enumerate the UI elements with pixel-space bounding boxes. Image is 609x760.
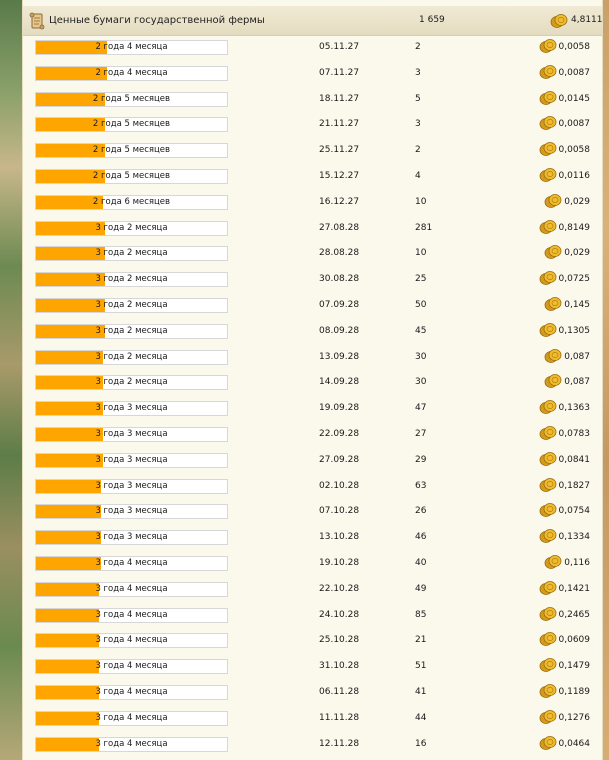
maturity-progress-bar (35, 685, 228, 700)
security-quantity: 40 (415, 557, 427, 568)
security-quantity: 4 (415, 170, 421, 181)
maturity-date: 16.12.27 (319, 196, 360, 207)
gold-coin-icon (539, 425, 557, 441)
maturity-date: 11.11.28 (319, 712, 360, 723)
security-quantity: 10 (415, 196, 427, 207)
maturity-progress-bar (35, 633, 228, 648)
maturity-progress-bar (35, 608, 228, 623)
security-value: 0,0464 (558, 738, 590, 749)
securities-list (23, 35, 602, 757)
gold-coin-icon (539, 167, 557, 183)
maturity-progress-bar (35, 298, 228, 313)
gold-coin-icon (539, 219, 557, 235)
security-value: 0,1334 (558, 532, 590, 543)
maturity-term: 3 года 2 месяца (95, 274, 168, 285)
security-quantity: 10 (415, 248, 427, 259)
security-value: 0,1189 (558, 686, 590, 697)
security-row[interactable] (23, 61, 602, 87)
maturity-progress-bar (35, 92, 228, 107)
security-value: 0,0058 (558, 42, 590, 52)
maturity-date: 27.08.28 (319, 222, 360, 233)
security-value: 0,1363 (558, 403, 590, 414)
maturity-date: 25.11.27 (319, 145, 360, 156)
security-quantity: 281 (415, 222, 433, 233)
security-quantity: 46 (415, 532, 427, 543)
security-row[interactable] (23, 474, 602, 500)
maturity-term: 3 года 2 месяца (95, 299, 168, 310)
security-row[interactable] (23, 319, 602, 345)
maturity-term: 3 года 3 месяца (95, 506, 168, 517)
security-quantity: 47 (415, 403, 427, 414)
maturity-date: 06.11.28 (319, 686, 360, 697)
securities-panel (22, 0, 603, 760)
maturity-progress-bar (35, 375, 228, 390)
gold-coin-icon (539, 502, 557, 518)
security-value: 0,087 (564, 351, 590, 362)
security-value: 0,087 (564, 377, 590, 388)
maturity-progress-bar (35, 479, 228, 494)
security-value: 0,116 (564, 557, 590, 568)
maturity-term: 2 года 4 месяца (95, 67, 168, 78)
maturity-progress-bar (35, 272, 228, 287)
gold-coin-icon (539, 141, 557, 157)
security-quantity: 44 (415, 712, 427, 723)
security-row[interactable] (23, 345, 602, 371)
security-value: 0,0609 (558, 635, 590, 646)
security-row[interactable] (23, 164, 602, 190)
security-quantity: 5 (415, 93, 421, 104)
gold-coin-icon (544, 373, 562, 389)
gold-coin-icon (544, 554, 562, 570)
maturity-term: 3 года 3 месяца (95, 428, 168, 439)
gold-coin-icon (539, 399, 557, 415)
gold-coin-icon (550, 13, 568, 29)
maturity-date: 07.09.28 (319, 299, 360, 310)
maturity-date: 28.08.28 (319, 248, 360, 259)
maturity-progress-bar (35, 737, 228, 752)
gold-coin-icon (539, 451, 557, 467)
security-quantity: 29 (415, 454, 427, 465)
gold-coin-icon (544, 348, 562, 364)
gold-coin-icon (539, 709, 557, 725)
security-row[interactable] (23, 448, 602, 474)
security-quantity: 3 (415, 67, 421, 78)
maturity-term: 3 года 2 месяца (95, 248, 168, 259)
maturity-date: 12.11.28 (319, 738, 360, 749)
maturity-progress-bar (35, 401, 228, 416)
maturity-date: 25.10.28 (319, 635, 360, 646)
maturity-progress-bar (35, 582, 228, 597)
security-row[interactable] (23, 35, 602, 61)
security-quantity: 2 (415, 42, 421, 52)
security-quantity: 3 (415, 119, 421, 130)
security-row[interactable] (23, 706, 602, 732)
gold-coin-icon (539, 270, 557, 286)
gold-coin-icon (544, 296, 562, 312)
maturity-term: 3 года 4 месяца (95, 609, 168, 620)
security-quantity: 50 (415, 299, 427, 310)
security-quantity: 2 (415, 145, 421, 156)
header-title: Ценные бумаги государственной фермы (49, 15, 265, 26)
maturity-progress-bar (35, 40, 228, 55)
maturity-term: 3 года 2 месяца (95, 222, 168, 233)
security-quantity: 30 (415, 377, 427, 388)
maturity-date: 18.11.27 (319, 93, 360, 104)
maturity-progress-bar (35, 221, 228, 236)
security-value: 0,1276 (558, 712, 590, 723)
security-row[interactable] (23, 112, 602, 138)
maturity-progress-bar (35, 556, 228, 571)
security-quantity: 26 (415, 506, 427, 517)
security-quantity: 51 (415, 661, 427, 672)
maturity-term: 2 года 5 месяцев (92, 145, 171, 156)
maturity-date: 08.09.28 (319, 325, 360, 336)
security-value: 0,0116 (558, 170, 590, 181)
maturity-progress-bar (35, 66, 228, 81)
security-row[interactable] (23, 87, 602, 113)
securities-header[interactable] (23, 6, 602, 36)
header-total-value: 4,8111 (571, 15, 603, 25)
security-quantity: 63 (415, 480, 427, 491)
maturity-term: 3 года 3 месяца (95, 532, 168, 543)
security-row[interactable] (23, 577, 602, 603)
maturity-progress-bar (35, 711, 228, 726)
gold-coin-icon (539, 90, 557, 106)
security-row[interactable] (23, 525, 602, 551)
security-quantity: 49 (415, 583, 427, 594)
background-landscape-left (0, 0, 22, 760)
security-row[interactable] (23, 680, 602, 706)
scroll-icon (28, 12, 46, 30)
security-row[interactable] (23, 138, 602, 164)
maturity-progress-bar (35, 659, 228, 674)
maturity-progress-bar (35, 530, 228, 545)
security-row[interactable] (23, 293, 602, 319)
security-quantity: 16 (415, 738, 427, 749)
maturity-term: 3 года 2 месяца (95, 377, 168, 388)
security-quantity: 85 (415, 609, 427, 620)
gold-coin-icon (539, 477, 557, 493)
security-value: 0,0058 (558, 145, 590, 156)
security-value: 0,1421 (558, 583, 590, 594)
security-value: 0,0145 (558, 93, 590, 104)
security-value: 0,0087 (558, 67, 590, 78)
maturity-progress-bar (35, 350, 228, 365)
security-value: 0,029 (564, 196, 590, 207)
security-value: 0,029 (564, 248, 590, 259)
gold-coin-icon (539, 322, 557, 338)
security-row[interactable] (23, 654, 602, 680)
maturity-term: 3 года 3 месяца (95, 403, 168, 414)
security-row[interactable] (23, 499, 602, 525)
maturity-date: 02.10.28 (319, 480, 360, 491)
security-row[interactable] (23, 370, 602, 396)
security-row[interactable] (23, 732, 602, 758)
maturity-date: 22.10.28 (319, 583, 360, 594)
maturity-date: 24.10.28 (319, 609, 360, 620)
security-quantity: 21 (415, 635, 427, 646)
security-value: 0,1479 (558, 661, 590, 672)
maturity-date: 15.12.27 (319, 170, 360, 181)
security-quantity: 27 (415, 428, 427, 439)
gold-coin-icon (539, 683, 557, 699)
maturity-term: 3 года 2 месяца (95, 351, 168, 362)
maturity-progress-bar (35, 195, 228, 210)
security-quantity: 41 (415, 686, 427, 697)
security-quantity: 45 (415, 325, 427, 336)
gold-coin-icon (539, 115, 557, 131)
maturity-term: 3 года 4 месяца (95, 661, 168, 672)
gold-coin-icon (544, 244, 562, 260)
security-value: 0,145 (564, 299, 590, 310)
maturity-term: 3 года 4 месяца (95, 686, 168, 697)
security-row[interactable] (23, 603, 602, 629)
gold-coin-icon (539, 606, 557, 622)
gold-coin-icon (539, 64, 557, 80)
security-value: 0,1305 (558, 325, 590, 336)
maturity-term: 2 года 6 месяцев (92, 196, 171, 207)
gold-coin-icon (539, 631, 557, 647)
security-value: 0,0725 (558, 274, 590, 285)
maturity-progress-bar (35, 427, 228, 442)
maturity-term: 3 года 4 месяца (95, 712, 168, 723)
maturity-date: 27.09.28 (319, 454, 360, 465)
maturity-progress-bar (35, 169, 228, 184)
security-quantity: 25 (415, 274, 427, 285)
gold-coin-icon (544, 193, 562, 209)
security-value: 0,0754 (558, 506, 590, 517)
maturity-date: 13.10.28 (319, 532, 360, 543)
security-row[interactable] (23, 216, 602, 242)
maturity-term: 3 года 4 месяца (95, 583, 168, 594)
security-quantity: 30 (415, 351, 427, 362)
maturity-term: 2 года 5 месяцев (92, 119, 171, 130)
security-row[interactable] (23, 628, 602, 654)
maturity-date: 21.11.27 (319, 119, 360, 130)
maturity-progress-bar (35, 453, 228, 468)
maturity-date: 22.09.28 (319, 428, 360, 439)
security-row[interactable] (23, 422, 602, 448)
maturity-term: 2 года 5 месяцев (92, 93, 171, 104)
maturity-date: 31.10.28 (319, 661, 360, 672)
maturity-date: 30.08.28 (319, 274, 360, 285)
gold-coin-icon (539, 580, 557, 596)
maturity-progress-bar (35, 324, 228, 339)
security-value: 0,0783 (558, 428, 590, 439)
header-total-count: 1 659 (419, 15, 445, 25)
maturity-progress-bar (35, 117, 228, 132)
maturity-term: 3 года 4 месяца (95, 635, 168, 646)
gold-coin-icon (539, 657, 557, 673)
maturity-date: 14.09.28 (319, 377, 360, 388)
security-value: 0,8149 (558, 222, 590, 233)
gold-coin-icon (539, 38, 557, 54)
security-value: 0,0841 (558, 454, 590, 465)
security-row[interactable] (23, 190, 602, 216)
maturity-progress-bar (35, 143, 228, 158)
maturity-date: 07.11.27 (319, 67, 360, 78)
security-row[interactable] (23, 241, 602, 267)
maturity-date: 19.10.28 (319, 557, 360, 568)
maturity-progress-bar (35, 504, 228, 519)
maturity-term: 3 года 2 месяца (95, 325, 168, 336)
security-row[interactable] (23, 551, 602, 577)
security-value: 0,2465 (558, 609, 590, 620)
maturity-term: 3 года 3 месяца (95, 480, 168, 491)
maturity-date: 05.11.27 (319, 42, 360, 52)
maturity-date: 13.09.28 (319, 351, 360, 362)
maturity-date: 07.10.28 (319, 506, 360, 517)
maturity-term: 2 года 4 месяца (95, 42, 168, 52)
maturity-term: 3 года 4 месяца (95, 738, 168, 749)
maturity-date: 19.09.28 (319, 403, 360, 414)
maturity-term: 2 года 5 месяцев (92, 170, 171, 181)
maturity-term: 3 года 3 месяца (95, 454, 168, 465)
security-row[interactable] (23, 267, 602, 293)
gold-coin-icon (539, 735, 557, 751)
security-value: 0,0087 (558, 119, 590, 130)
security-row[interactable] (23, 396, 602, 422)
maturity-term: 3 года 4 месяца (95, 557, 168, 568)
gold-coin-icon (539, 528, 557, 544)
maturity-progress-bar (35, 246, 228, 261)
security-value: 0,1827 (558, 480, 590, 491)
